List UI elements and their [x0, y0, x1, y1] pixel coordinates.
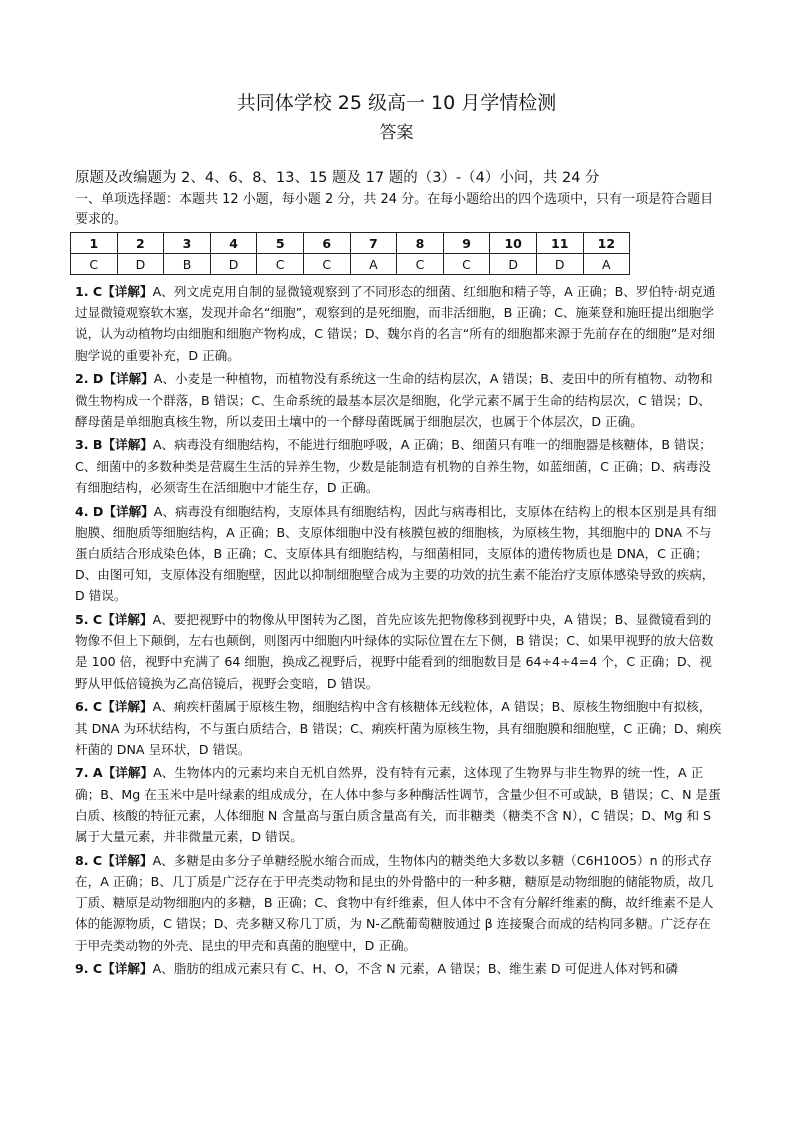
- question-number: 6: [303, 233, 350, 254]
- answer-cell: C: [443, 254, 490, 275]
- question-number: 3: [164, 233, 211, 254]
- question-number: 7: [350, 233, 397, 254]
- explanation-item: [75, 850, 723, 956]
- item-text: A、病毒没有细胞结构，支原体具有细胞结构，因此与病毒相比，支原体在结构上的根本区别是具有细胞膜、细胞质等细胞结构，A 正确；B、支原体细胞中没有核膜包被的细胞核，为原核生物，其细胞中的 DNA 不与蛋白质结合形成染色体，B 正确；C、支原体具有细胞结构，与细菌相同，支原体的遗传物质也是 DNA，C 正确；D、由图可知，支原体没有细胞壁，因此以抑制细胞壁合成为主要的功效的抗生素不能治疗支原体感染导致的疾病，D 错误。: [75, 503, 717, 604]
- answer-table-number-row: [71, 233, 630, 254]
- item-text: A、脂肪的组成元素只有 C、H、O，不含 N 元素，A 错误；B、维生素 D 可促进人体对钙和磷: [152, 961, 678, 977]
- question-number: 10: [490, 233, 537, 254]
- explanation-item: [75, 762, 723, 847]
- question-number: 11: [536, 233, 583, 254]
- explanation-item: [75, 696, 723, 760]
- explanation-item: [75, 501, 723, 607]
- question-number: 12: [583, 233, 630, 254]
- intro-line: 原题及改编题为 2、4、6、8、13、15 题及 17 题的（3）-（4）小问，共 24 分: [75, 170, 600, 186]
- explanation-item: [75, 958, 723, 979]
- answer-cell: A: [350, 254, 397, 275]
- question-number: 1: [71, 233, 118, 254]
- explanation-item: [75, 434, 723, 498]
- answer-table-answer-row: [71, 254, 630, 275]
- item-heading: 3. B【详解】: [75, 437, 153, 453]
- answer-cell: A: [583, 254, 630, 275]
- item-heading: 5. C【详解】: [75, 612, 153, 628]
- question-number: 4: [210, 233, 257, 254]
- section-heading: 一、单项选择题：本题共 12 小题，每小题 2 分，共 24 分。在每小题给出的四个选项中，只有一项是符合题目要求的。: [75, 192, 714, 227]
- answer-cell: C: [71, 254, 118, 275]
- item-text: A、多糖是由多分子单糖经脱水缩合而成，生物体内的糖类绝大多数以多糖（C6H10O5）n 的形式存在，A 正确；B、几丁质是广泛存在于甲壳类动物和昆虫的外骨骼中的一种多糖，糖原是动物细胞的储能物质，故几丁质、糖原是动物细胞内的多糖，B 正确；C、食物中有纤维素，但人体中不含有分解纤维素的酶，故纤维素不是人体的能源物质，C 错误；D、壳多糖又称几丁质，为 N-乙酰葡萄糖胺通过 β 连接聚合而成的结构同多糖。广泛存在于甲壳类动物的外壳、昆虫的甲壳和真菌的胞壁中，D 正确。: [75, 852, 714, 953]
- item-text: A、生物体内的元素均来自无机自然界，没有特有元素，这体现了生物界与非生物界的统一性，A 正确；B、Mg 在玉米中是叶绿素的组成成分，在人体中参与多种酶活性调节，含量少但不可或缺，B 错误；C、N 是蛋白质、核酸的特征元素，人体细胞 N 含量高与蛋白质含量高有关，而非糖类（糖类不含 N），C 错误；D、Mg 和 S 属于大量元素，并非微量元素，D 错误。: [75, 765, 721, 845]
- question-number: 9: [443, 233, 490, 254]
- explanations-list: [75, 281, 723, 982]
- page-subtitle: 答案: [379, 123, 414, 143]
- item-heading: 1. C【详解】: [75, 284, 153, 299]
- answer-cell: D: [490, 254, 537, 275]
- answer-cell: C: [397, 254, 444, 275]
- explanation-item: [75, 609, 723, 694]
- item-text: A、要把视野中的物像从甲图转为乙图，首先应该先把物像移到视野中央，A 错误；B、显微镜看到的物像不但上下颠倒，左右也颠倒，则图丙中细胞内叶绿体的实际位置在左下侧，B 错误；C、如果甲视野的放大倍数是 100 倍，视野中充满了 64 细胞，换成乙视野后，视野中能看到的细胞数目是 64÷4÷4=4 个，C 正确；D、视野从甲低倍镜换为乙高倍镜后，视野会变暗，D 错误。: [75, 612, 714, 691]
- item-text: A、病毒没有细胞结构，不能进行细胞呼吸，A 正确；B、细菌只有唯一的细胞器是核糖体，B 错误；C、细菌中的多数种类是营腐生生活的异养生物，少数是能制造有机物的自养生物，如蓝细菌，C 正确；D、病毒没有细胞结构，必须寄生在活细胞中才能生存，D 正确。: [75, 437, 712, 495]
- answer-cell: D: [536, 254, 583, 275]
- answer-cell: D: [210, 254, 257, 275]
- answer-cell: B: [164, 254, 211, 275]
- item-heading: 9. C【详解】: [75, 961, 153, 977]
- item-heading: 7. A【详解】: [75, 765, 154, 781]
- page-title: 共同体学校 25 级高一 10 月学情检测: [236, 92, 557, 114]
- question-number: 8: [397, 233, 444, 254]
- item-heading: 2. D【详解】: [75, 371, 154, 387]
- question-number: 5: [257, 233, 304, 254]
- answer-cell: C: [303, 254, 350, 275]
- answer-cell: C: [257, 254, 304, 275]
- item-text: A、列文虎克用自制的显微镜观察到了不同形态的细菌、红细胞和精子等，A 正确；B、罗伯特·胡克通过显微镜观察软木塞，发现并命名“细胞”，观察到的是死细胞，而非活细胞，B 正确；C、施莱登和施旺提出细胞学说，认为动植物均由细胞和细胞产物构成，C 错误；D、魏尔肖的名言“所有的细胞都来源于先前存在的细胞”是对细胞学说的重要补充，D 正确。: [75, 284, 716, 363]
- item-heading: 6. C【详解】: [75, 699, 153, 715]
- item-text: A、小麦是一种植物，而植物没有系统这一生命的结构层次，A 错误；B、麦田中的所有植物、动物和微生物构成一个群落，B 错误；C、生命系统的最基本层次是细胞，化学元素不属于生命的结构层次，C 错误；D、酵母菌是单细胞真核生物，所以麦田土壤中的一个酵母菌既属于细胞层次，也属于个体层次，D 正确。: [75, 371, 713, 429]
- item-heading: 8. C【详解】: [75, 852, 153, 868]
- answer-cell: D: [117, 254, 164, 275]
- explanation-item: [75, 368, 723, 432]
- item-heading: 4. D【详解】: [75, 503, 154, 519]
- explanation-item: [75, 281, 723, 366]
- question-number: 2: [117, 233, 164, 254]
- item-text: A、痢疾杆菌属于原核生物，细胞结构中含有核糖体无线粒体，A 错误；B、原核生物细胞中有拟核，其 DNA 为环状结构，不与蛋白质结合，B 错误；C、痢疾杆菌为原核生物，具有细胞膜和细胞壁，C 正确；D、痢疾杆菌的 DNA 呈环状，D 错误。: [75, 699, 722, 757]
- answer-table: [70, 232, 630, 275]
